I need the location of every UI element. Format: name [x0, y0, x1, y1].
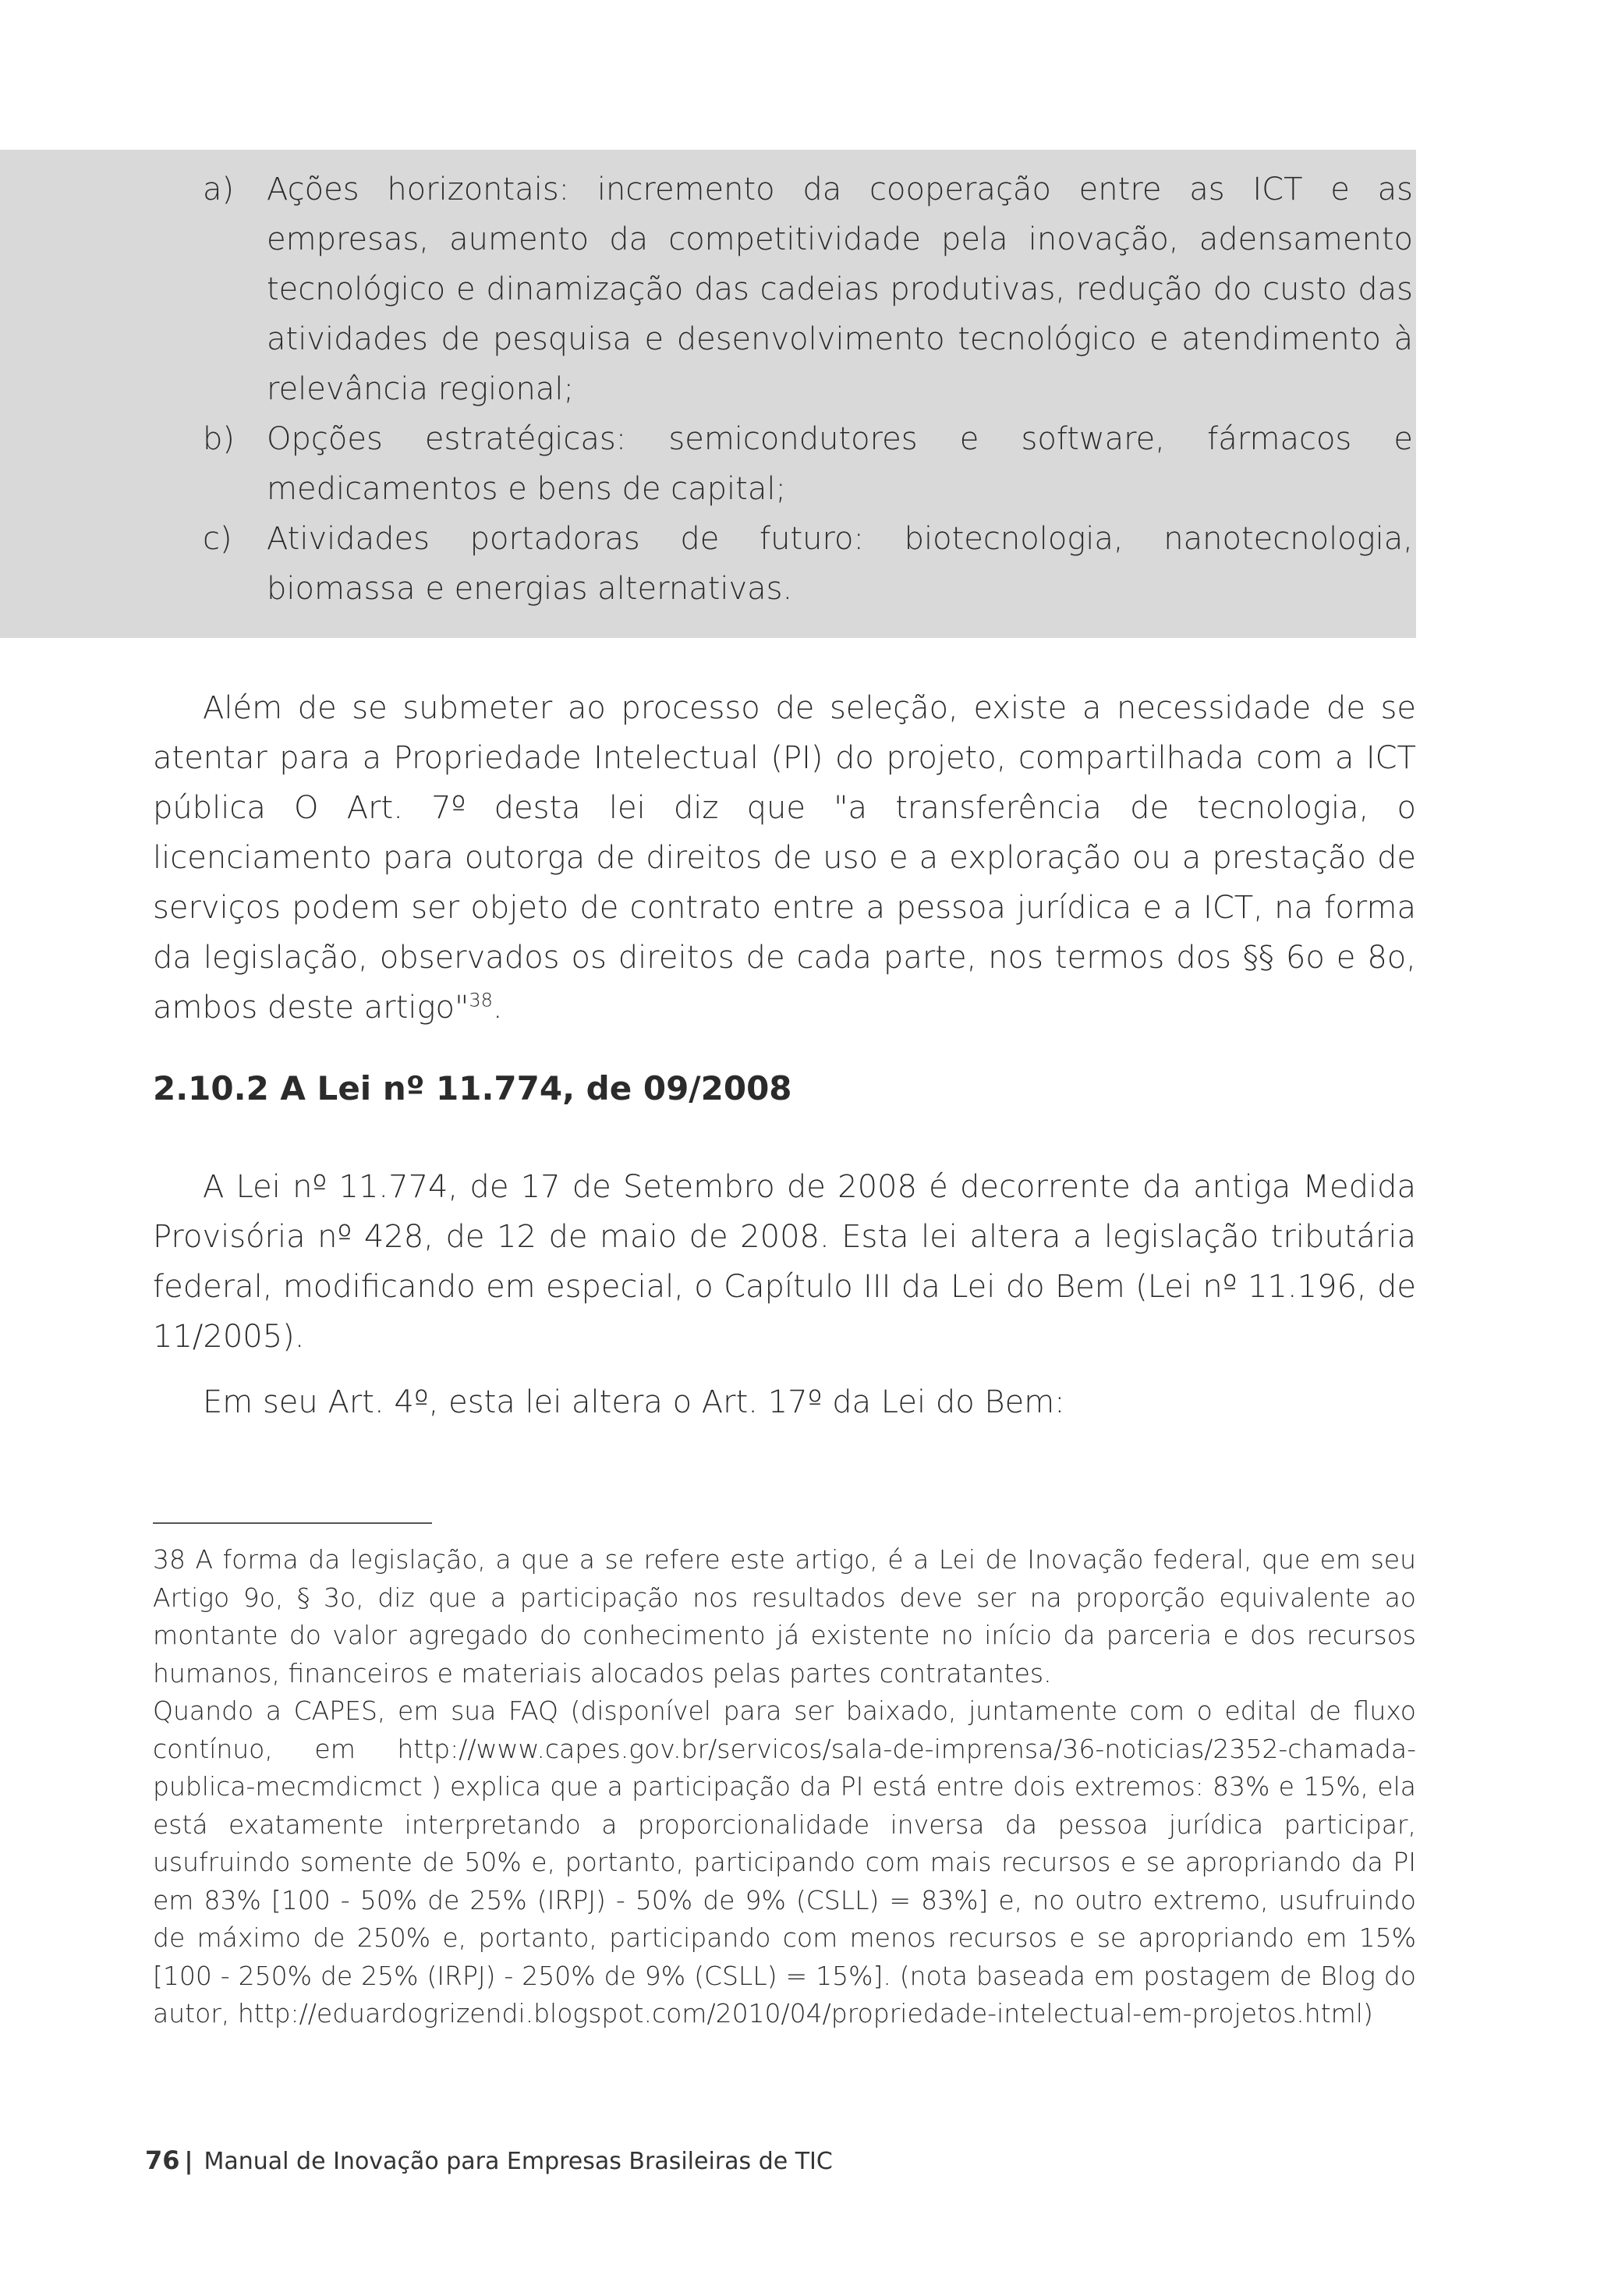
list-item	[203, 514, 1416, 614]
footnote-ref[interactable]: 38	[469, 989, 493, 1012]
list-item-text: Opções estratégicas: semicondutores e software, fármacos e medicamentos e bens de capital;	[267, 421, 1413, 507]
list-item	[203, 414, 1416, 514]
paragraph-lei	[153, 1162, 1416, 1362]
list-item-label: b)	[203, 421, 235, 457]
paragraph-pi	[153, 683, 1416, 1033]
footnote-38: 38 A forma da legislação, a que a se refere este artigo, é a Lei de Inovação federal, que em seu Artigo 9o, § 3o, diz que a participação nos resultados deve ser na proporção equivalente ao montante do valor agregado do conhecimento já existente no início da parceria e dos recursos humanos, financeiros e materiais alocados pelas partes contratantes.	[153, 1544, 1416, 1688]
page-number: 76	[145, 2145, 180, 2175]
list-item-text: Ações horizontais: incremento da cooperação entre as ICT e as empresas, aumento da competitividade pela inovação, adensamento tecnológico e dinamização das cadeias produtivas, redução do custo das atividades de pesquisa e desenvolvimento tecnológico e atendimento à relevância regional;	[267, 172, 1413, 407]
footer-title: Manual de Inovação para Empresas Brasileiras de TIC	[204, 2148, 833, 2175]
footnotes	[153, 1541, 1416, 2033]
list-item-label: c)	[203, 521, 232, 557]
footnote-divider	[153, 1522, 432, 1524]
list	[203, 165, 1416, 614]
paragraph-text: A Lei nº 11.774, de 17 de Setembro de 2008 é decorrente da antiga Medida Provisória nº 428, de 12 de maio de 2008. Esta lei altera a legislação tributária federal, modificando em especial, o Capítulo III da Lei do Bem (Lei nº 11.196, de 11/2005).	[153, 1169, 1416, 1355]
list-item-label: a)	[203, 172, 235, 207]
paragraph-end: .	[492, 990, 503, 1026]
section-heading: 2.10.2 A Lei nº 11.774, de 09/2008	[153, 1069, 792, 1107]
list-item-text: Atividades portadoras de futuro: biotecnologia, nanotecnologia, biomassa e energias alternativas.	[267, 521, 1413, 607]
footnote-continuation: Quando a CAPES, em sua FAQ (disponível para ser baixado, juntamente com o edital de fluxo contínuo, em http://www.capes.gov.br/servicos/sala-de-imprensa/36-noticias/2352-chamada-publica-mecmdicmct ) explica que a participação da PI está entre dois extremos: 83% e 15%, ela está exatamente interpretando a proporcionalidade inversa da pessoa jurídica participar, usufruindo somente de 50% e, portanto, participando com mais recursos e se apropriando da PI em 83% [100 - 50% de 25% (IRPJ) - 50% de 9% (CSLL) = 83%] e, no outro extremo, usufruindo de máximo de 250% e, portanto, participando com menos recursos e se apropriando em 15% [100 - 250% de 25% (IRPJ) - 250% de 9% (CSLL) = 15%]. (nota baseada em postagem de Blog do autor, http://eduardogrizendi.blogspot.com/2010/04/propriedade-intelectual-em-projetos.html)	[153, 1695, 1416, 2028]
paragraph-art	[153, 1377, 1416, 1427]
footer-separator: |	[184, 2148, 193, 2175]
paragraph-text: Em seu Art. 4º, esta lei altera o Art. 17º da Lei do Bem:	[203, 1384, 1065, 1420]
page-footer	[145, 2145, 833, 2177]
paragraph-text: Além de se submeter ao processo de seleção, existe a necessidade de se atentar para a Propriedade Intelectual (PI) do projeto, compartilhada com a ICT pública O Art. 7º desta lei diz que "a transferência de tecnologia, o licenciamento para outorga de direitos de uso e a exploração ou a prestação de serviços podem ser objeto de contrato entre a pessoa jurídica e a ICT, na forma da legislação, observados os direitos de cada parte, nos termos dos §§ 6o e 8o, ambos deste artigo"	[153, 690, 1416, 1026]
list-item	[203, 165, 1416, 414]
